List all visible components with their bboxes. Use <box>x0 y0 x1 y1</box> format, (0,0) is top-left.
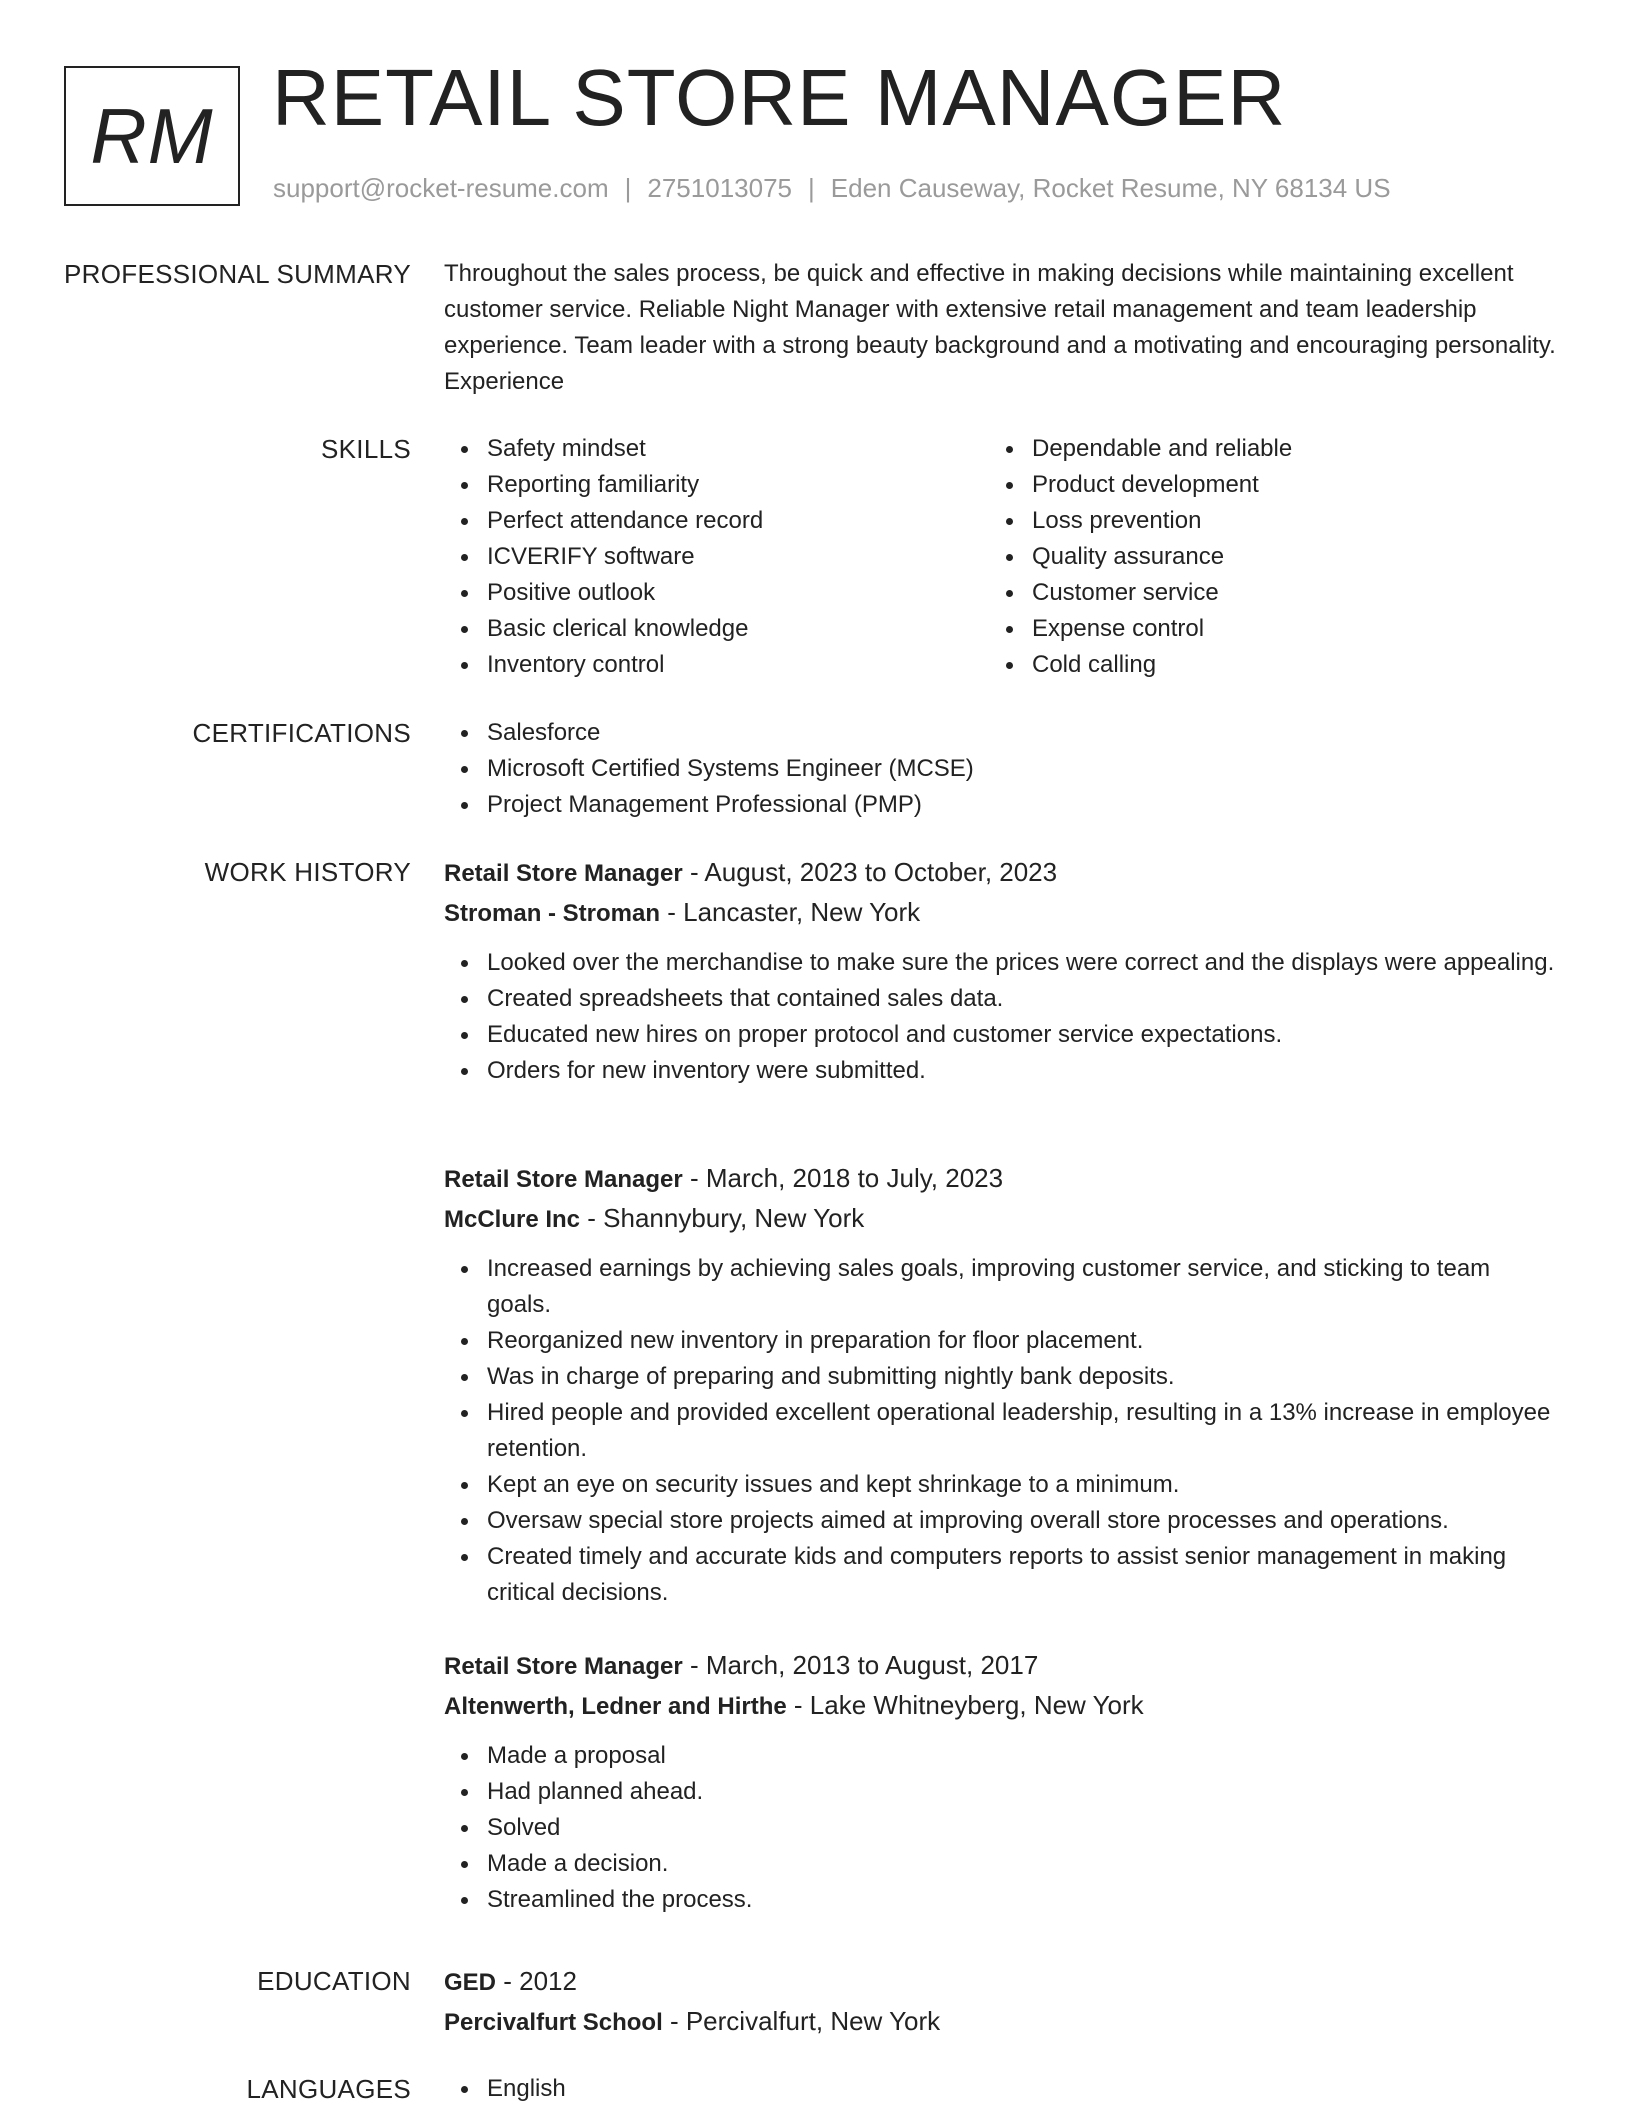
languages-list <box>444 2071 1560 2107</box>
job-bullets <box>444 1738 1560 1918</box>
list-item: Salesforce <box>444 715 1560 751</box>
list-item: English <box>444 2071 1560 2107</box>
list-item: Inventory control <box>444 647 989 683</box>
list-item: Reporting familiarity <box>444 467 989 503</box>
list-item: Reorganized new inventory in preparation for floor placement. <box>444 1323 1560 1359</box>
job-title-line <box>444 1646 1560 1686</box>
list-item: Safety mindset <box>444 431 989 467</box>
list-item: ICVERIFY software <box>444 539 989 575</box>
list-item: Positive outlook <box>444 575 989 611</box>
job-location: - Lake Whitneyberg, New York <box>786 1690 1144 1720</box>
list-item: Oversaw special store projects aimed at improving overall store processes and operations. <box>444 1503 1560 1539</box>
list-item: Educated new hires on proper protocol and customer service expectations. <box>444 1017 1560 1053</box>
job-entry <box>444 853 1560 1089</box>
education-school: Percivalfurt School <box>444 2009 663 2036</box>
job-title: Retail Store Manager <box>444 1653 683 1680</box>
job-title-line <box>444 853 1560 893</box>
list-item: Quality assurance <box>989 539 1534 575</box>
resume-title: RETAIL STORE MANAGER <box>272 53 1287 142</box>
summary-text: Throughout the sales process, be quick and effective in making decisions while maintaining excellent customer service. Reliable Night Manager with extensive retail management and team leadership experience. Team leader with a strong beauty background and a motivating and encouraging personality. Experience <box>444 260 1556 395</box>
list-item: Microsoft Certified Systems Engineer (MCSE) <box>444 751 1560 787</box>
job-entry <box>444 1159 1560 1611</box>
contact-separator: | <box>808 173 815 203</box>
education-year: - 2012 <box>496 1966 577 1996</box>
job-bullets <box>444 945 1560 1089</box>
list-item: Made a decision. <box>444 1846 1560 1882</box>
education-school-line <box>444 2002 1560 2042</box>
contact-phone: 2751013075 <box>647 173 792 203</box>
list-item: Created spreadsheets that contained sales data. <box>444 981 1560 1017</box>
contact-address: Eden Causeway, Rocket Resume, NY 68134 US <box>830 173 1391 203</box>
job-title-line <box>444 1159 1560 1199</box>
education-degree: GED <box>444 1969 497 1996</box>
list-item: Had planned ahead. <box>444 1774 1560 1810</box>
list-item: Orders for new inventory were submitted. <box>444 1053 1560 1089</box>
job-company: Altenwerth, Ledner and Hirthe <box>444 1693 787 1720</box>
skills-list-right <box>989 431 1534 683</box>
list-item: Streamlined the process. <box>444 1882 1560 1918</box>
section-label-education: EDUCATION <box>257 1966 411 1996</box>
section-label-skills: SKILLS <box>321 434 411 464</box>
section-label-work-history: WORK HISTORY <box>204 857 411 887</box>
list-item: Loss prevention <box>989 503 1534 539</box>
contact-separator: | <box>624 173 632 203</box>
list-item: Product development <box>989 467 1534 503</box>
job-dates: - August, 2023 to October, 2023 <box>682 857 1058 887</box>
list-item: Created timely and accurate kids and computers reports to assist senior management in making critical decisions. <box>444 1539 1560 1611</box>
list-item: Was in charge of preparing and submitting nightly bank deposits. <box>444 1359 1560 1395</box>
job-location: - Shannybury, New York <box>580 1203 865 1233</box>
list-item: Solved <box>444 1810 1560 1846</box>
job-company-line <box>444 1199 1560 1239</box>
list-item: Perfect attendance record <box>444 503 989 539</box>
job-entry <box>444 1646 1560 1918</box>
certifications-list <box>444 715 1560 823</box>
list-item: Increased earnings by achieving sales goals, improving customer service, and sticking to team goals. <box>444 1251 1560 1323</box>
list-item: Made a proposal <box>444 1738 1560 1774</box>
list-item: Basic clerical knowledge <box>444 611 989 647</box>
list-item: Expense control <box>989 611 1534 647</box>
list-item: Hired people and provided excellent operational leadership, resulting in a 13% increase in employee retention. <box>444 1395 1560 1467</box>
list-item: Project Management Professional (PMP) <box>444 787 1560 823</box>
section-label-languages: LANGUAGES <box>246 2074 411 2104</box>
list-item: Cold calling <box>989 647 1534 683</box>
contact-email: support@rocket-resume.com <box>273 173 609 203</box>
job-company-line <box>444 1686 1560 1726</box>
section-label-summary: PROFESSIONAL SUMMARY <box>64 259 411 289</box>
job-title: Retail Store Manager <box>444 860 683 887</box>
list-item: Kept an eye on security issues and kept shrinkage to a minimum. <box>444 1467 1560 1503</box>
list-item: Dependable and reliable <box>989 431 1534 467</box>
education-degree-line <box>444 1962 1560 2002</box>
job-location: - Lancaster, New York <box>660 897 921 927</box>
list-item: Looked over the merchandise to make sure the prices were correct and the displays were appealing. <box>444 945 1560 981</box>
job-company: McClure Inc <box>444 1206 581 1233</box>
job-dates: - March, 2013 to August, 2017 <box>682 1650 1039 1680</box>
monogram-box <box>64 66 240 206</box>
section-label-certifications: CERTIFICATIONS <box>192 718 411 748</box>
job-company: Stroman - Stroman <box>444 900 661 927</box>
job-bullets <box>444 1251 1560 1611</box>
monogram-text: RM <box>90 91 214 180</box>
job-company-line <box>444 893 1560 933</box>
job-dates: - March, 2018 to July, 2023 <box>682 1163 1004 1193</box>
contact-line <box>273 173 1391 204</box>
list-item: Customer service <box>989 575 1534 611</box>
job-title: Retail Store Manager <box>444 1166 683 1193</box>
skills-list-left <box>444 431 989 683</box>
education-location: - Percivalfurt, New York <box>662 2006 941 2036</box>
